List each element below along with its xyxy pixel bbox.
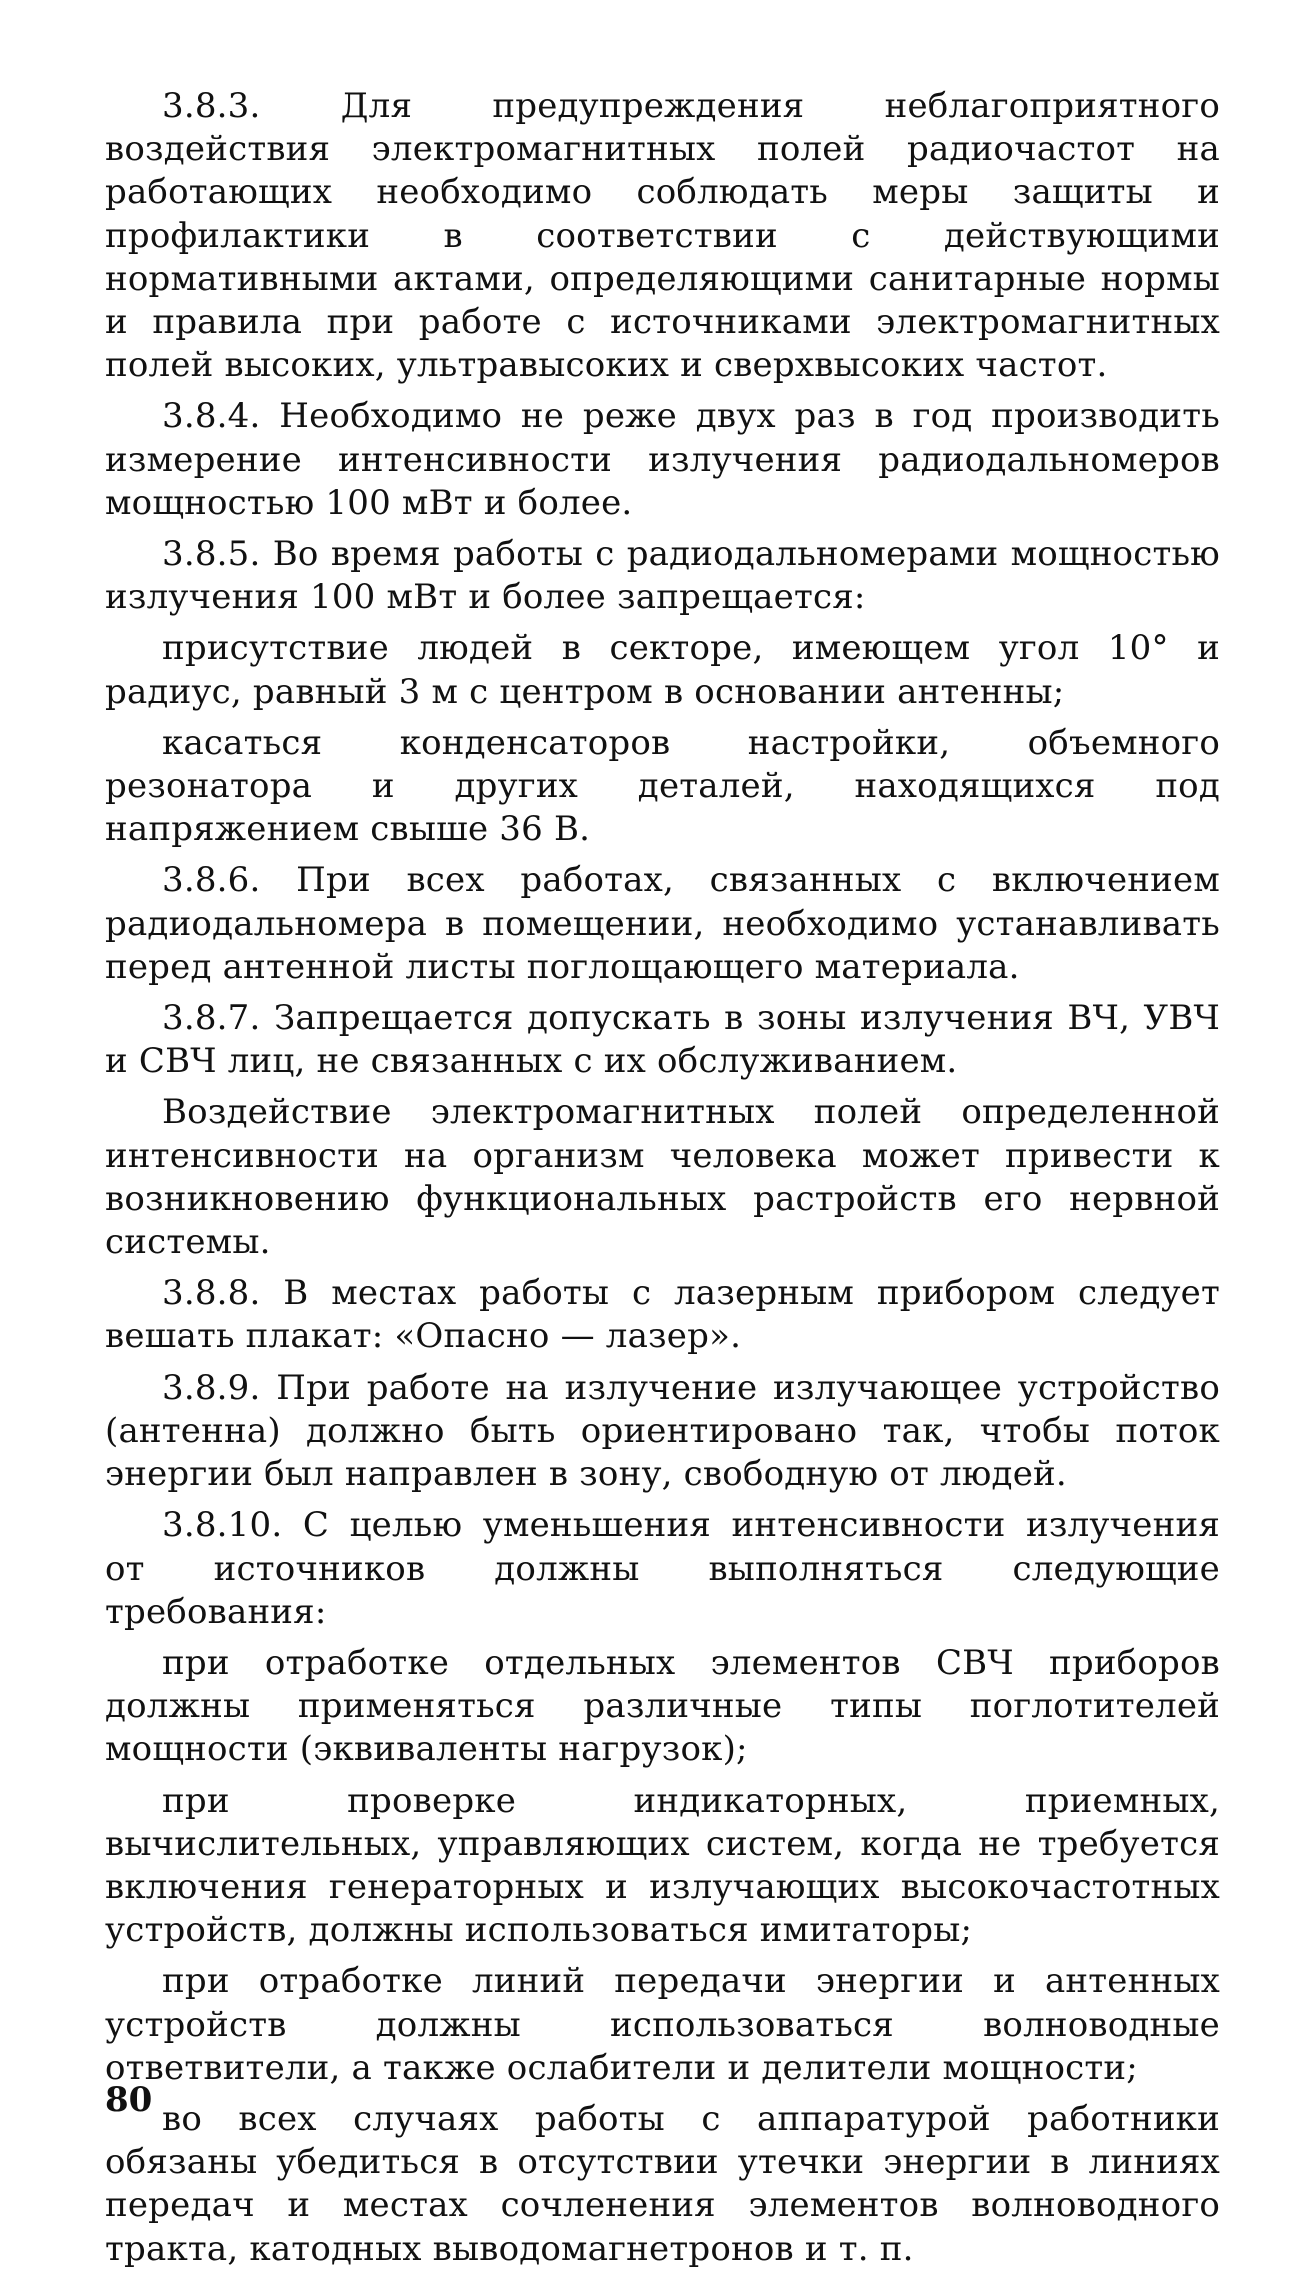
paragraph-3-8-10: 3.8.10. С целью уменьшения интенсивности излучения от источников должны выполняться следующие требования: bbox=[105, 1505, 1220, 1632]
list-item-capacitors: касаться конденсаторов настройки, объемного резонатора и других деталей, находящихся под напряжением свыше 36 В. bbox=[105, 722, 1220, 850]
paragraph-3-8-3: 3.8.3. Для предупреждения неблагоприятного воздействия электромагнитных полей радиочастот на работающих необходимо соблюдать меры защиты и профилактики в соответствии с действующими нормативными актами, определяющими санитарные нормы и правила при работе с источниками электромагнитных полей высоких, ультравысоких и сверхвысоких частот. bbox=[105, 86, 1220, 386]
page-body bbox=[105, 85, 1220, 2279]
list-item-leak-check: во всех случаях работы с аппаратурой работники обязаны убедиться в отсутствии утечки энергии в линиях передач и местах сочленения элементов волноводного тракта, катодных выводомагнетронов и т. п. bbox=[105, 2098, 1220, 2269]
list-item-couplers: при отработке линий передачи энергии и антенных устройств должны использоваться волноводные ответвители, а также ослабители и делители мощности; bbox=[105, 1961, 1220, 2088]
paragraph-3-8-5: 3.8.5. Во время работы с радиодальномерами мощностью излучения 100 мВт и более запрещается: bbox=[105, 534, 1220, 618]
paragraph-3-8-7: 3.8.7. Запрещается допускать в зоны излучения ВЧ, УВЧ и СВЧ лиц, не связанных с их обслуживанием. bbox=[105, 998, 1220, 1082]
list-item-absorbers: при отработке отдельных элементов СВЧ приборов должны применяться различные типы поглотителей мощности (эквиваленты нагрузок); bbox=[105, 1642, 1220, 1770]
list-item-simulators: при проверке индикаторных, приемных, вычислительных, управляющих систем, когда не требуется включения генераторных и излучающих высокочастотных устройств, должны использоваться имитаторы; bbox=[105, 1780, 1220, 1951]
page-number: 80 bbox=[105, 2080, 153, 2120]
paragraph-em-effects: Воздействие электромагнитных полей определенной интенсивности на организм человека может привести к возникновению функциональных растройств его нервной системы. bbox=[105, 1092, 1220, 1263]
paragraph-3-8-8: 3.8.8. В местах работы с лазерным прибором следует вешать плакат: «Опасно — лазер». bbox=[105, 1273, 1220, 1357]
paragraph-3-8-6: 3.8.6. При всех работах, связанных с включением радиодальномера в помещении, необходимо устанавливать перед антенной листы поглощающего материала. bbox=[105, 860, 1220, 987]
paragraph-3-8-9: 3.8.9. При работе на излучение излучающее устройство (антенна) должно быть ориентировано так, чтобы поток энергии был направлен в зону, свободную от людей. bbox=[105, 1367, 1220, 1495]
paragraph-3-8-4: 3.8.4. Необходимо не реже двух раз в год производить измерение интенсивности излучения радиодальномеров мощностью 100 мВт и более. bbox=[105, 396, 1220, 523]
list-item-sector: присутствие людей в секторе, имеющем угол 10° и радиус, равный 3 м с центром в основании антенны; bbox=[105, 628, 1220, 712]
